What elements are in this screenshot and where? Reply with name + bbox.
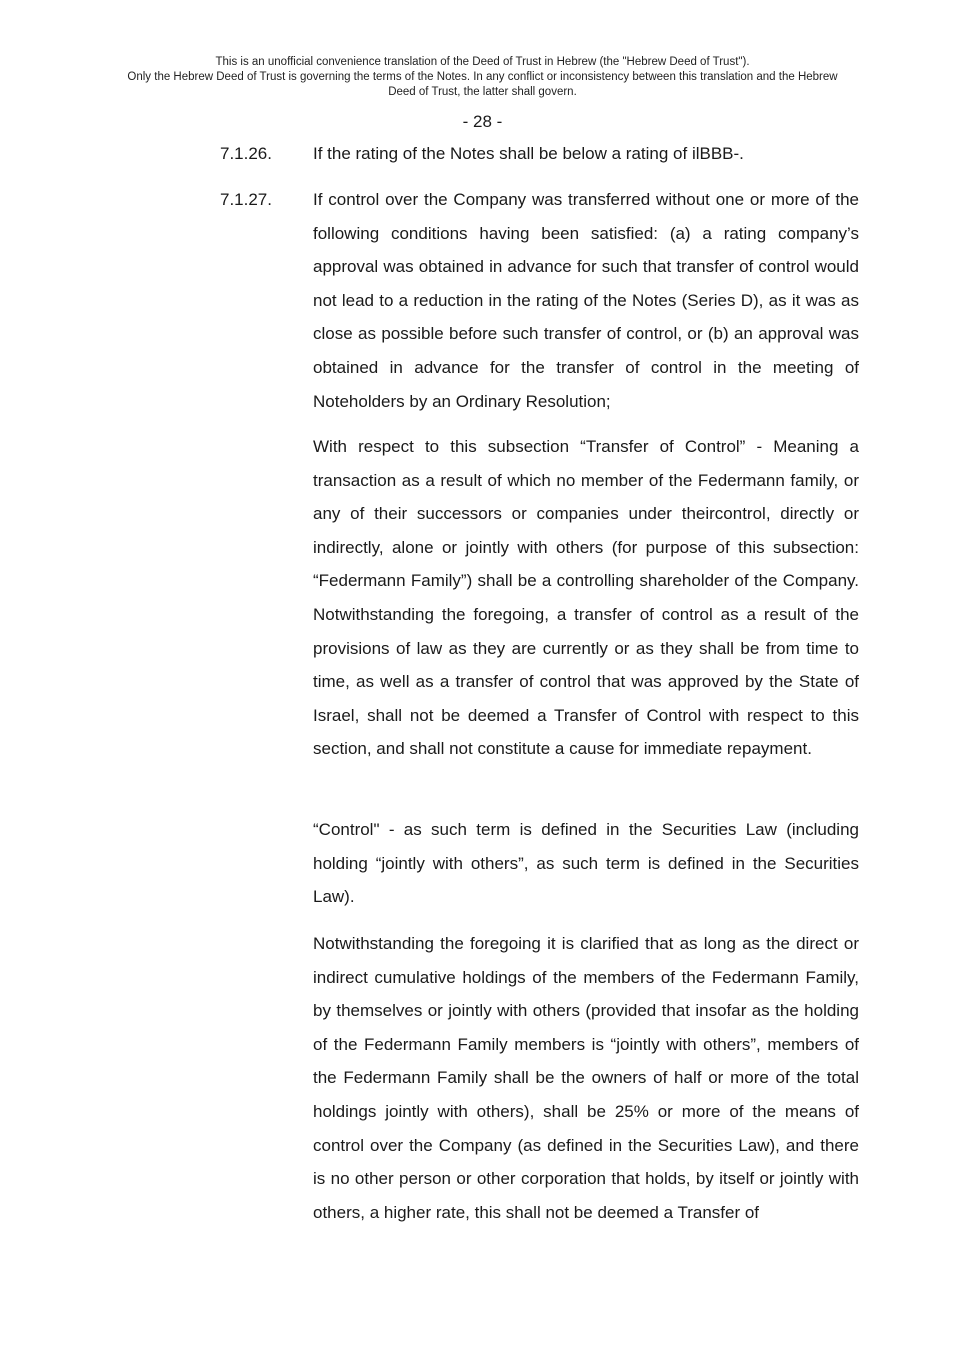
control-definition: “Control" - as such term is defined in the Securities Law (including holding “jointly with others”, as such term is defined in the Securities Law). <box>313 820 859 907</box>
translation-disclaimer-header <box>100 55 865 100</box>
clause-text: If the rating of the Notes shall be below a rating of ilBBB-. <box>313 144 744 163</box>
clause-text: If control over the Company was transferred without one or more of the following conditions having been satisfied: (a) a rating company’s approval was obtained in advance for such that transfer of control would not lead to a reduction in the rating of the Notes (Series D), as it was as close as possible before such transfer of control, or (b) an approval was obtained in advance for the transfer of control in the meeting of Noteholders by an Ordinary Resolution; <box>313 190 859 411</box>
clause-number: 7.1.27. <box>220 190 272 209</box>
transfer-of-control-definition: With respect to this subsection “Transfer of Control” - Meaning a transaction as a result of which no member of the Federmann family, or any of their successors or companies under theircontrol, directly or indirectly, alone or jointly with others (for purpose of this subsection: “Federmann Family”) shall be a controlling shareholder of the Company. Notwithstanding the foregoing, a transfer of control as a result of the provisions of law as they are currently or as they shall be from time to time, as well as a transfer of control that was approved by the State of Israel, shall not be deemed a Transfer of Control with respect to this section, and shall not constitute a cause for immediate repayment. <box>313 437 859 759</box>
federmann-holdings-clarification: Notwithstanding the foregoing it is clarified that as long as the direct or indirect cumulative holdings of the members of the Federmann Family, by themselves or jointly with others (provided that insofar as the holding of the Federmann Family members is “jointly with others”, members of the Federmann Family shall be the owners of half or more of the total holdings jointly with others), shall be 25% or more of the means of control over the Company (as defined in the Securities Law), and there is no other person or other corporation that holds, by itself or jointly with others, a higher rate, this shall not be deemed a Transfer of <box>313 934 859 1222</box>
header-line-2: Only the Hebrew Deed of Trust is governing the terms of the Notes. In any conflict or inconsistency between this translation and the Hebrew <box>127 71 838 83</box>
header-line-3: Deed of Trust, the latter shall govern. <box>388 86 577 98</box>
header-line-1: This is an unofficial convenience translation of the Deed of Trust in Hebrew (the "Hebrew Deed of Trust"). <box>215 56 750 68</box>
clause-number: 7.1.26. <box>220 144 272 163</box>
page-number: - 28 - <box>462 112 503 131</box>
